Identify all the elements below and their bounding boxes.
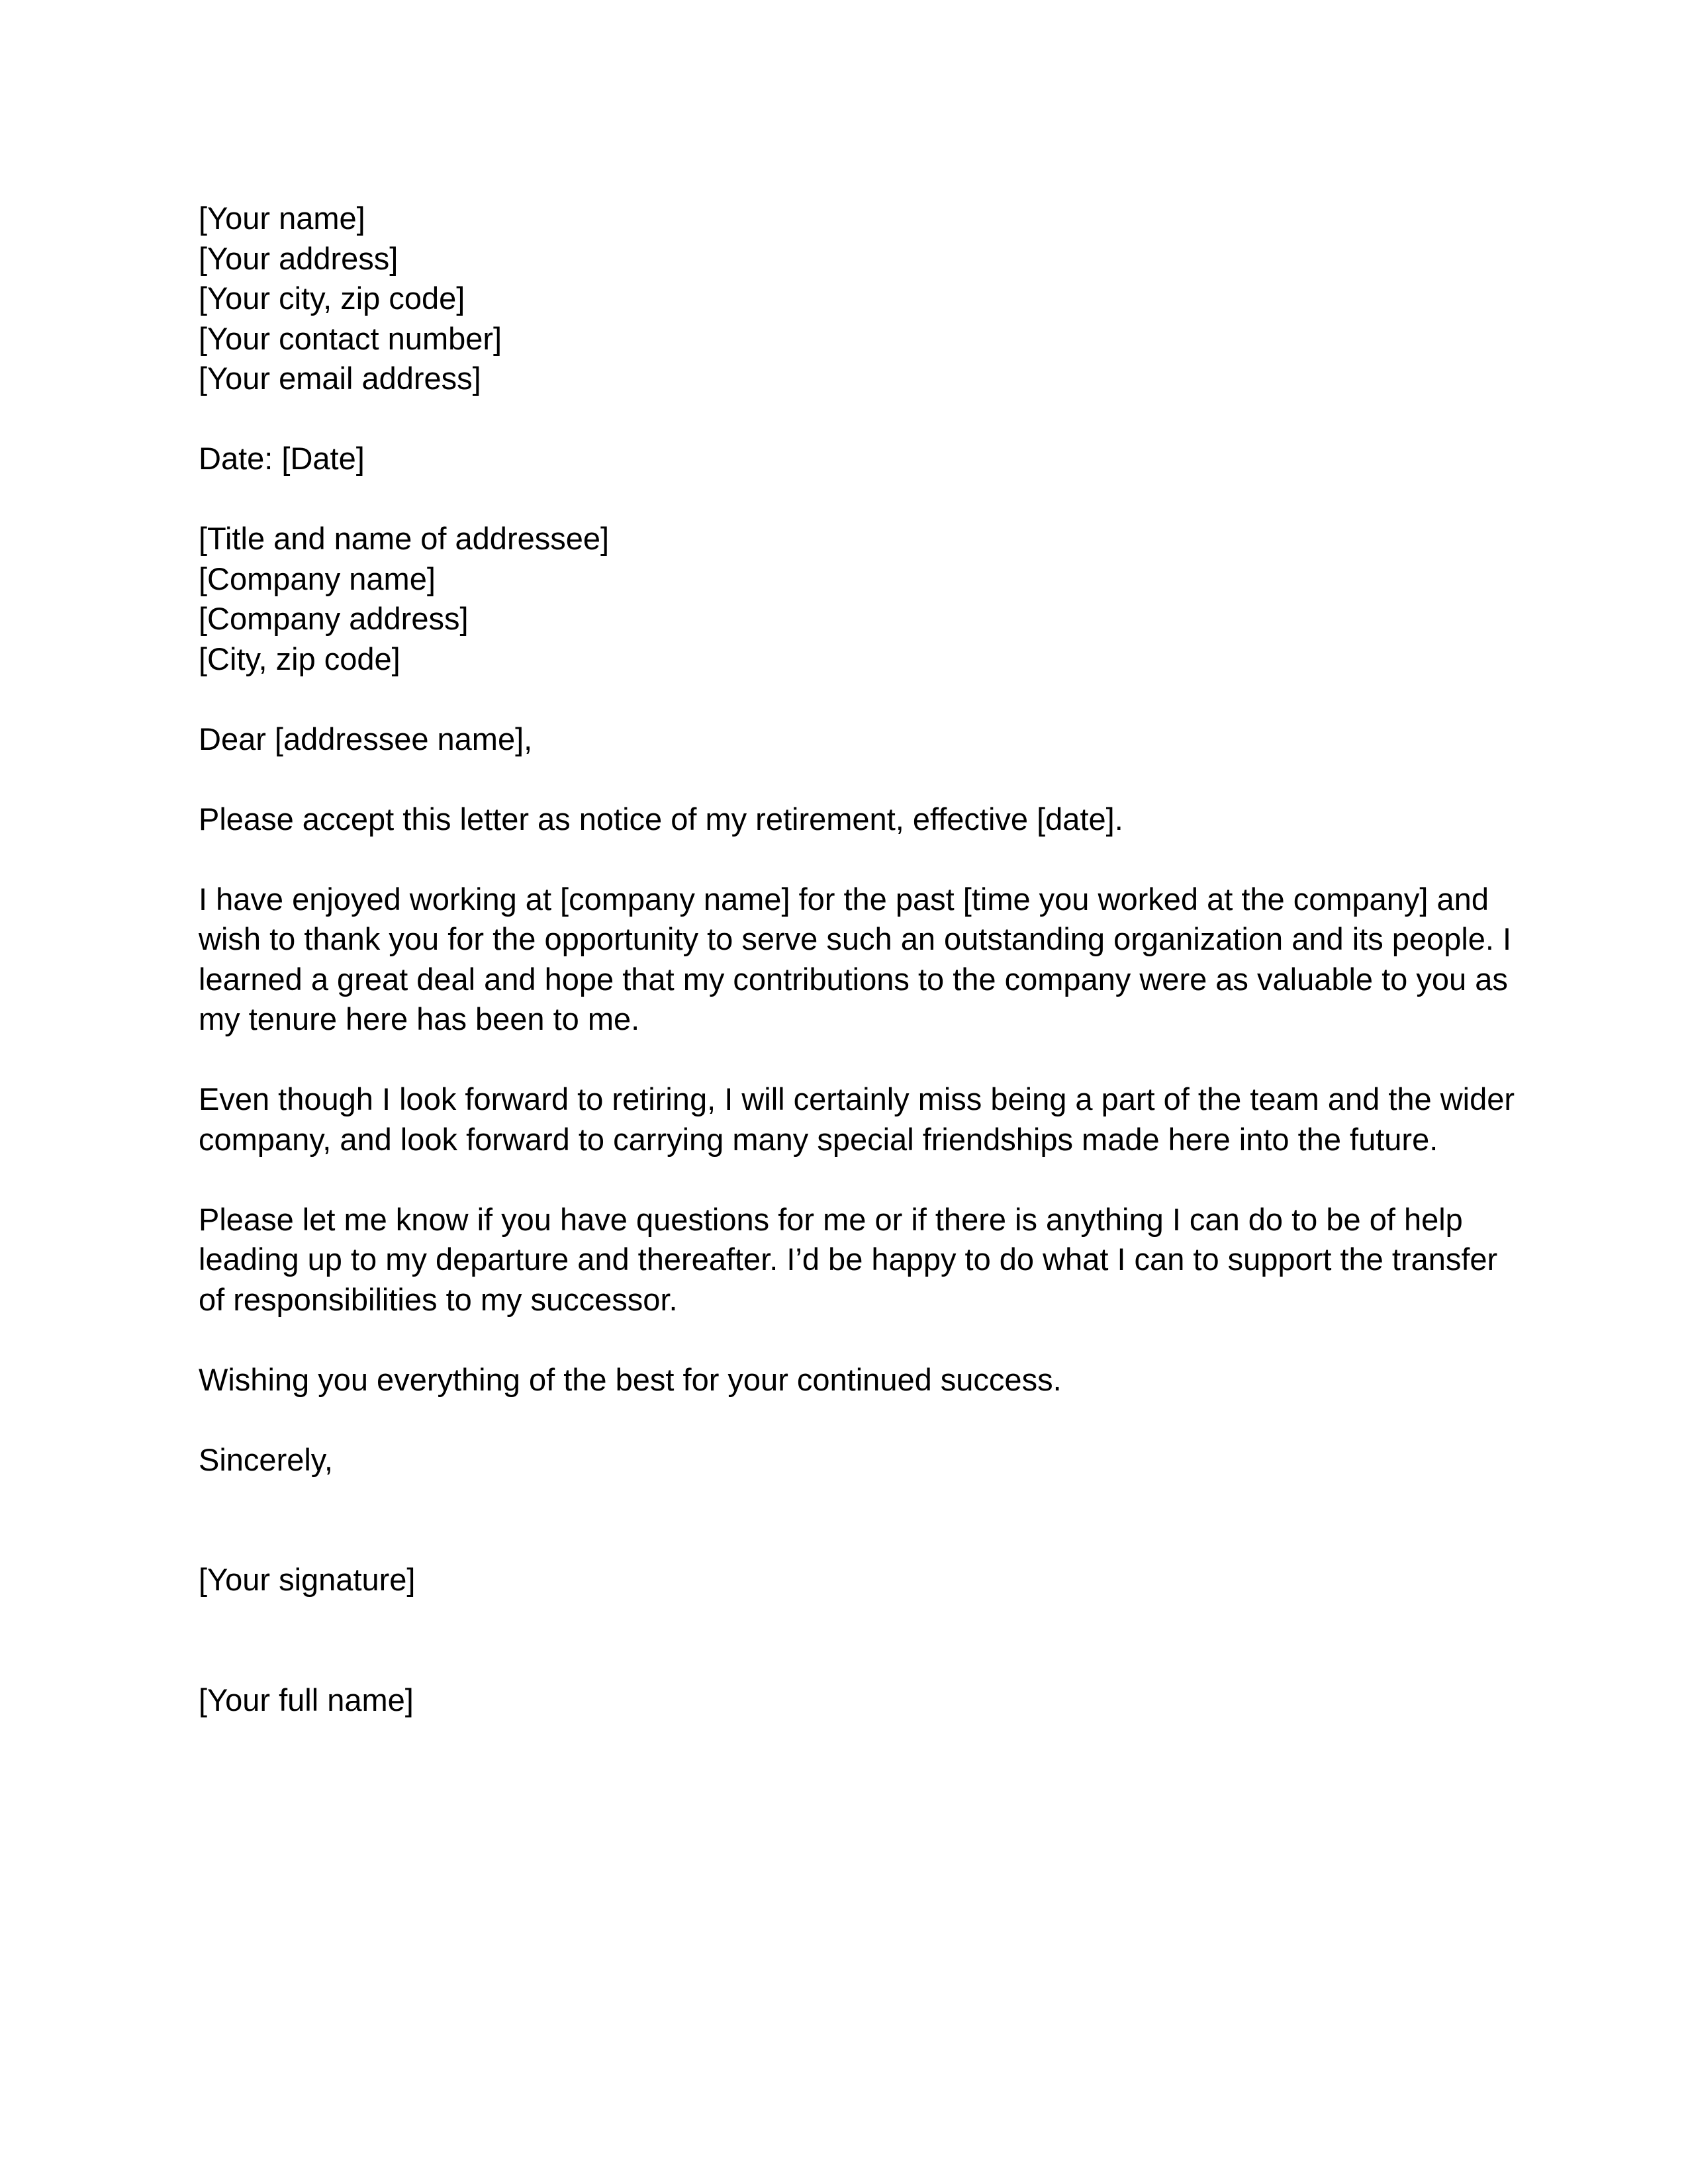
recipient-block — [199, 519, 1496, 679]
full-name-placeholder: [Your full name] — [199, 1682, 414, 1717]
paragraph-notice: Please accept this letter as notice of my retirement, effective [date]. — [199, 801, 1123, 837]
date-line: Date: [Date] — [199, 441, 365, 476]
paragraph-line: learned a great deal and hope that my contributions to the company were as valuable to you as — [199, 961, 1508, 997]
letter-body — [199, 199, 1515, 1720]
sender-email: [Your email address] — [199, 361, 481, 396]
salutation: Dear [addressee name], — [199, 721, 533, 756]
sender-contact-number: [Your contact number] — [199, 320, 502, 356]
paragraph-line: company, and look forward to carrying many special friendships made here into the future. — [199, 1121, 1438, 1157]
paragraph-line: Even though I look forward to retiring, I will certainly miss being a part of the team and the wider — [199, 1081, 1515, 1116]
paragraph-line: leading up to my departure and thereafter. I’d be happy to do what I can to support the transfer — [199, 1242, 1498, 1277]
paragraph-wishes: Wishing you everything of the best for your continued success. — [199, 1361, 1062, 1397]
recipient-city-zip: [City, zip code] — [199, 641, 400, 676]
sender-name: [Your name] — [199, 201, 365, 236]
closing: Sincerely, — [199, 1441, 333, 1477]
recipient-company-address: [Company address] — [199, 601, 469, 636]
paragraph-line: wish to thank you for the opportunity to serve such an outstanding organization and its people. I — [199, 921, 1512, 956]
paragraph-line: my tenure here has been to me. — [199, 1001, 640, 1036]
signature-placeholder: [Your signature] — [199, 1562, 416, 1597]
paragraph-line: of responsibilities to my successor. — [199, 1281, 678, 1317]
paragraph-gratitude — [199, 880, 1512, 1040]
recipient-title-name: [Title and name of addressee] — [199, 521, 610, 556]
sender-city-zip: [Your city, zip code] — [199, 281, 465, 316]
sender-address: [Your address] — [199, 240, 399, 276]
paragraph-line: Please let me know if you have questions for me or if there is anything I can do to be of help — [199, 1201, 1463, 1237]
recipient-company-name: [Company name] — [199, 561, 436, 596]
paragraph-line: I have enjoyed working at [company name] for the past [time you worked at the company] and — [199, 881, 1489, 917]
sender-block — [199, 199, 1496, 399]
paragraph-farewell — [199, 1079, 1515, 1160]
paragraph-transition — [199, 1200, 1496, 1320]
